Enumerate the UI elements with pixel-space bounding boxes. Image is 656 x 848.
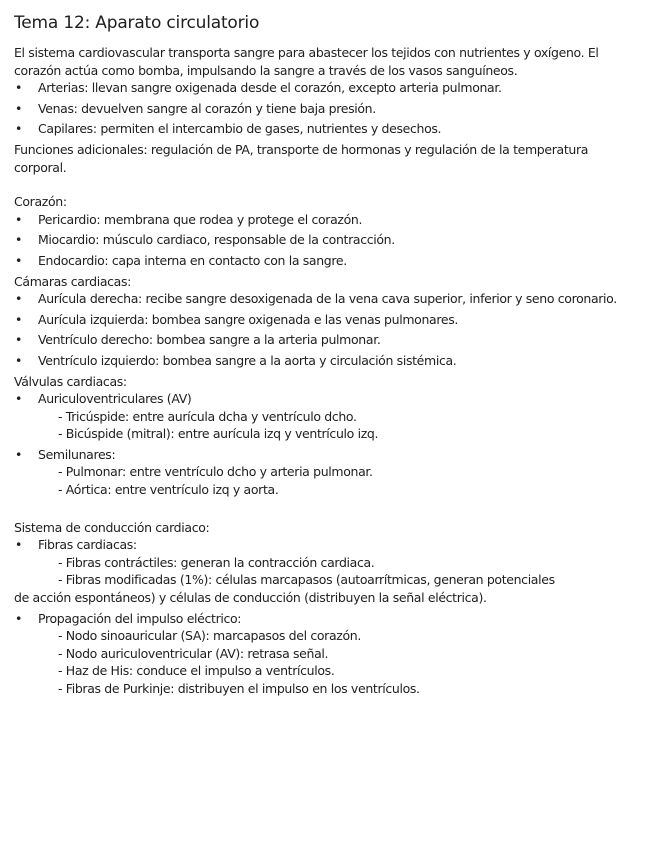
list-item: [14, 536, 642, 606]
list-item: • Ventrículo derecho: bombea sangre a la arteria pulmonar.: [14, 331, 642, 349]
document-page: [14, 12, 642, 701]
sub-item: - Tricúspide: entre aurícula dcha y ventrículo dcho.: [58, 408, 357, 424]
list-item: [14, 446, 642, 499]
list-item: • Aurícula izquierda: bombea sangre oxigenada e las venas pulmonares.: [14, 311, 642, 329]
chambers-heading: Cámaras cardiacas:: [14, 273, 131, 289]
valves-heading: Válvulas cardiacas:: [14, 373, 127, 389]
sub-item: - Nodo auriculoventricular (AV): retrasa señal.: [58, 645, 329, 661]
conduction-list: [14, 536, 642, 697]
chambers-list: [14, 290, 642, 369]
functions-paragraph: Funciones adicionales: regulación de PA, transporte de hormonas y regulación de la temperatura corporal.: [14, 141, 589, 175]
conduction-heading: Sistema de conducción cardiaco:: [14, 519, 210, 535]
cardiac-fibers-label: Fibras cardiacas:: [38, 537, 137, 553]
intro-paragraph: El sistema cardiovascular transporta sangre para abastecer los tejidos con nutrientes y oxígeno. El corazón actúa como bomba, impulsando la sangre a través de los vasos sanguíneos.: [14, 45, 599, 78]
document-body: [14, 44, 642, 698]
list-item: • Arterias: llevan sangre oxigenada desde el corazón, excepto arteria pulmonar.: [14, 79, 642, 97]
list-item: • Venas: devuelven sangre al corazón y tiene baja presión.: [14, 100, 642, 118]
sub-item: - Nodo sinoauricular (SA): marcapasos del corazón.: [58, 628, 361, 644]
sub-item: - Fibras de Purkinje: distribuyen el impulso en los ventrículos.: [58, 681, 420, 696]
semilunar-valves-label: Semilunares:: [38, 446, 116, 462]
sub-item: - Haz de His: conduce el impulso a ventrículos.: [58, 663, 335, 679]
heart-layers-list: [14, 211, 642, 270]
section-spacer: [14, 176, 642, 193]
list-item: • Pericardio: membrana que rodea y protege el corazón.: [14, 211, 642, 229]
section-spacer: [14, 502, 642, 519]
list-item: [14, 390, 642, 443]
list-item: • Miocardio: músculo cardiaco, responsable de la contracción.: [14, 231, 642, 249]
impulse-propagation-label: Propagación del impulso eléctrico:: [38, 610, 242, 626]
sub-item: - Fibras modificadas (1%): células marcapasos (autoarrítmicas, generan potenciales: [58, 572, 555, 588]
list-item: • Endocardio: capa interna en contacto con la sangre.: [14, 252, 642, 270]
sub-item-continuation: de acción espontáneos) y células de conducción (distribuyen la señal eléctrica).: [14, 590, 487, 606]
av-valves-label: Auriculoventriculares (AV): [38, 391, 192, 407]
list-item: • Ventrículo izquierdo: bombea sangre a la aorta y circulación sistémica.: [14, 352, 642, 370]
sub-item: - Bicúspide (mitral): entre aurícula izq y ventrículo izq.: [58, 426, 379, 442]
page-title: Tema 12: Aparato circulatorio: [14, 13, 260, 33]
heart-heading: Corazón:: [14, 194, 67, 210]
sub-item: - Fibras contráctiles: generan la contracción cardiaca.: [58, 554, 375, 570]
valves-list: [14, 390, 642, 499]
list-item: • Aurícula derecha: recibe sangre desoxigenada de la vena cava superior, inferior y seno coronario.: [14, 290, 642, 308]
sub-item: - Pulmonar: entre ventrículo dcho y arteria pulmonar.: [58, 464, 373, 480]
vessel-list: [14, 79, 642, 138]
list-item: • Capilares: permiten el intercambio de gases, nutrientes y desechos.: [14, 120, 642, 138]
sub-item: - Aórtica: entre ventrículo izq y aorta.: [58, 482, 279, 498]
list-item: [14, 610, 642, 698]
